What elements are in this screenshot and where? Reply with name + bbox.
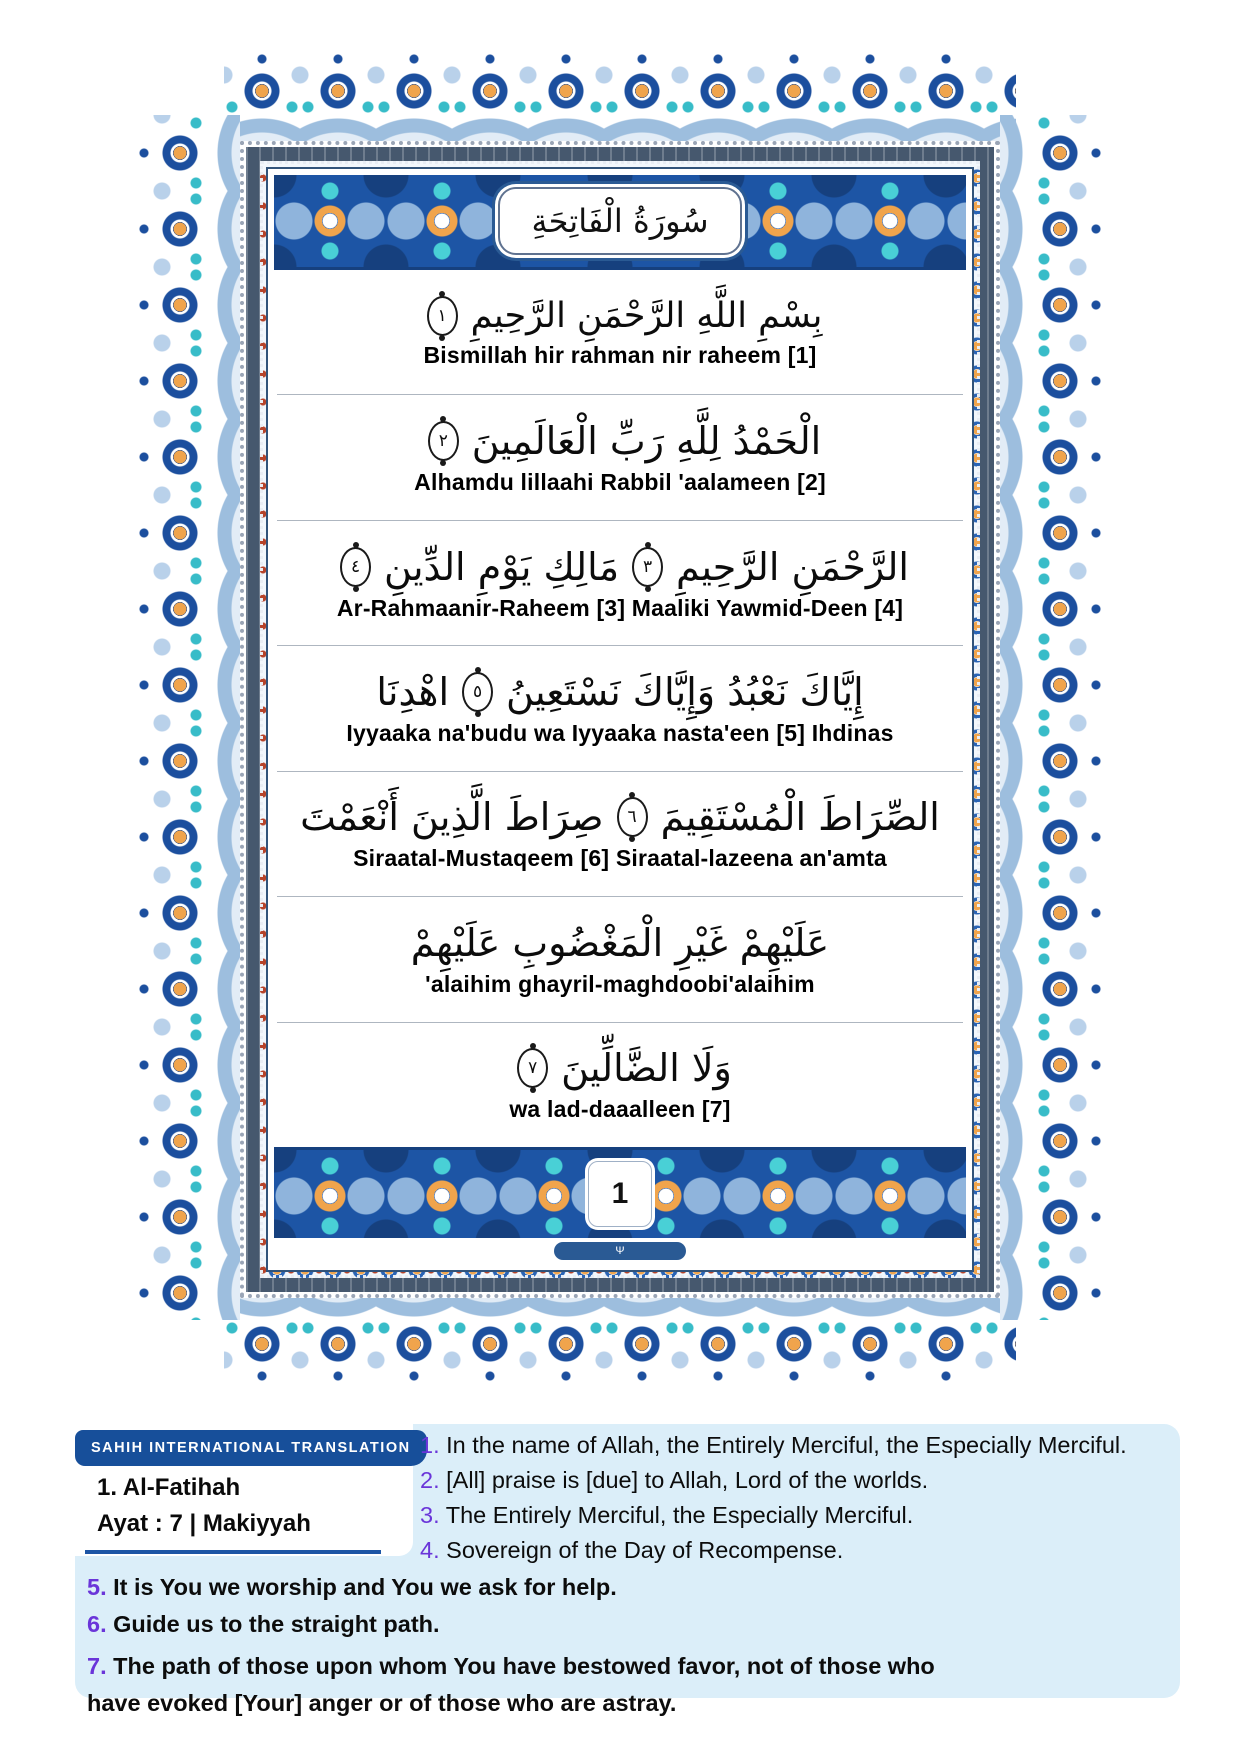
verse-arabic [418, 296, 823, 336]
arabic-text-segment: الرَّحْمَنِ الرَّحِيمِ [676, 544, 909, 589]
ornament-glyph: Ψ [615, 1244, 625, 1257]
verse-row [277, 270, 963, 395]
item-number: 7. [87, 1653, 107, 1679]
page-number-box [588, 1161, 652, 1227]
verse-row [277, 1023, 963, 1147]
item-number: 1. [420, 1432, 440, 1458]
item-text: It is You we worship and You we ask for help. [113, 1574, 617, 1600]
verse-transliteration: Bismillah hir rahman nir raheem [1] [423, 341, 817, 368]
arabic-text-segment: الْحَمْدُ لِلَّهِ رَبِّ الْعَالَمِينَ [471, 419, 822, 464]
item-number: 6. [87, 1611, 107, 1637]
info-divider [85, 1550, 381, 1554]
verse-arabic [331, 545, 909, 589]
item-text: [All] praise is [due] to Allah, Lord of the worlds. [446, 1467, 929, 1493]
ayah-marker: ٧ [517, 1048, 548, 1088]
verse-transliteration: Alhamdu lillaahi Rabbil 'aalameen [2] [414, 469, 826, 496]
item-text: In the name of Allah, the Entirely Merciful, the Especially Merciful. [446, 1432, 1127, 1458]
verse-arabic [300, 795, 940, 839]
item-number: 5. [87, 1574, 107, 1600]
outer-frame [240, 141, 1000, 1298]
verse-row [277, 521, 963, 646]
ayah-marker: ٤ [340, 547, 371, 587]
verse-arabic [376, 670, 863, 714]
verses-area [274, 270, 966, 1147]
badge-label: SAHIH INTERNATIONAL TRANSLATION [91, 1440, 411, 1456]
arabic-text-segment: مَالِكِ يَوْمِ الدِّينِ [384, 544, 620, 589]
item-text: Guide us to the straight path. [113, 1611, 440, 1637]
verse-transliteration: Iyyaaka na'budu wa Iyyaaka nasta'een [5] Ihdinas [346, 719, 894, 746]
arabic-text-segment: وَلَا الضَّالِّينَ [561, 1046, 732, 1091]
arabic-text-segment: الصِّرَاطَ الْمُسْتَقِيمَ [660, 795, 940, 840]
translation-badge [75, 1430, 427, 1466]
verse-transliteration: 'alaihim ghayril-maghdoobi'alaihim [425, 970, 815, 997]
verse-row [277, 395, 963, 520]
verse-arabic [508, 1046, 732, 1090]
item-number: 4. [420, 1537, 440, 1563]
verse-transliteration: Siraatal-Mustaqeem [6] Siraatal-lazeena an'amta [353, 845, 887, 872]
surah-title-cartouche [498, 187, 742, 255]
ayah-marker: ٢ [428, 421, 459, 461]
surah-name: 1. Al-Fatihah [97, 1474, 241, 1501]
footer-band [274, 1147, 966, 1238]
verse-arabic [411, 921, 829, 965]
translation-section [75, 1424, 1180, 1716]
verse-arabic [419, 419, 821, 463]
verse-row [277, 772, 963, 897]
arabic-text-segment: بِسْمِ اللَّهِ الرَّحْمَنِ الرَّحِيمِ [470, 295, 823, 336]
item-number: 3. [420, 1502, 440, 1528]
verse-transliteration: Ar-Rahmaanir-Raheem [3] Maaliki Yawmid-Deen [4] [336, 594, 904, 621]
page-number: 1 [611, 1177, 629, 1210]
arabic-text-segment: إِيَّاكَ نَعْبُدُ وَإِيَّاكَ نَسْتَعِينُ [506, 669, 864, 714]
item-number: 2. [420, 1467, 440, 1493]
ornamental-border-top [224, 45, 1016, 141]
arabic-text-segment: عَلَيْهِمْ غَيْرِ الْمَغْضُوبِ عَلَيْهِمْ [410, 920, 830, 965]
ornament-pill [554, 1242, 686, 1260]
item-text: The path of those upon whom You have bestowed favor, not of those who have evoked [Your] anger or of those who are astray. [87, 1653, 935, 1716]
page-content [274, 175, 966, 1264]
verse-transliteration: wa lad-daaalleen [7] [509, 1096, 731, 1123]
surah-ayat-info: Ayat : 7 | Makiyyah [97, 1510, 311, 1537]
translation-item [87, 1611, 440, 1638]
translation-item [87, 1574, 617, 1601]
translation-item [420, 1432, 1127, 1459]
ayah-marker: ٦ [617, 797, 648, 837]
decorated-page [128, 45, 1112, 1390]
translation-item [420, 1537, 843, 1564]
ornamental-border-right [1000, 115, 1112, 1320]
ornamental-border-left [128, 115, 240, 1320]
inner-frame [266, 167, 974, 1272]
ornament-strip [274, 1238, 966, 1264]
header-band [274, 175, 966, 270]
arabic-text-segment: صِرَاطَ الَّذِينَ أَنْعَمْتَ [300, 795, 604, 840]
translation-item [420, 1467, 928, 1494]
ayah-marker: ٣ [632, 547, 663, 587]
verse-row [277, 646, 963, 771]
ayah-marker: ٥ [462, 672, 493, 712]
surah-title-arabic: سُورَةُ الْفَاتِحَةِ [531, 202, 709, 240]
translation-item [87, 1648, 971, 1722]
verse-row [277, 897, 963, 1022]
arabic-text-segment: اهْدِنَا [376, 669, 450, 714]
item-text: The Entirely Merciful, the Especially Merciful. [445, 1502, 914, 1528]
item-text: Sovereign of the Day of Recompense. [446, 1537, 844, 1563]
ayah-marker: ١ [427, 296, 458, 336]
ornamental-border-bottom [224, 1298, 1016, 1390]
translation-item [420, 1502, 913, 1529]
